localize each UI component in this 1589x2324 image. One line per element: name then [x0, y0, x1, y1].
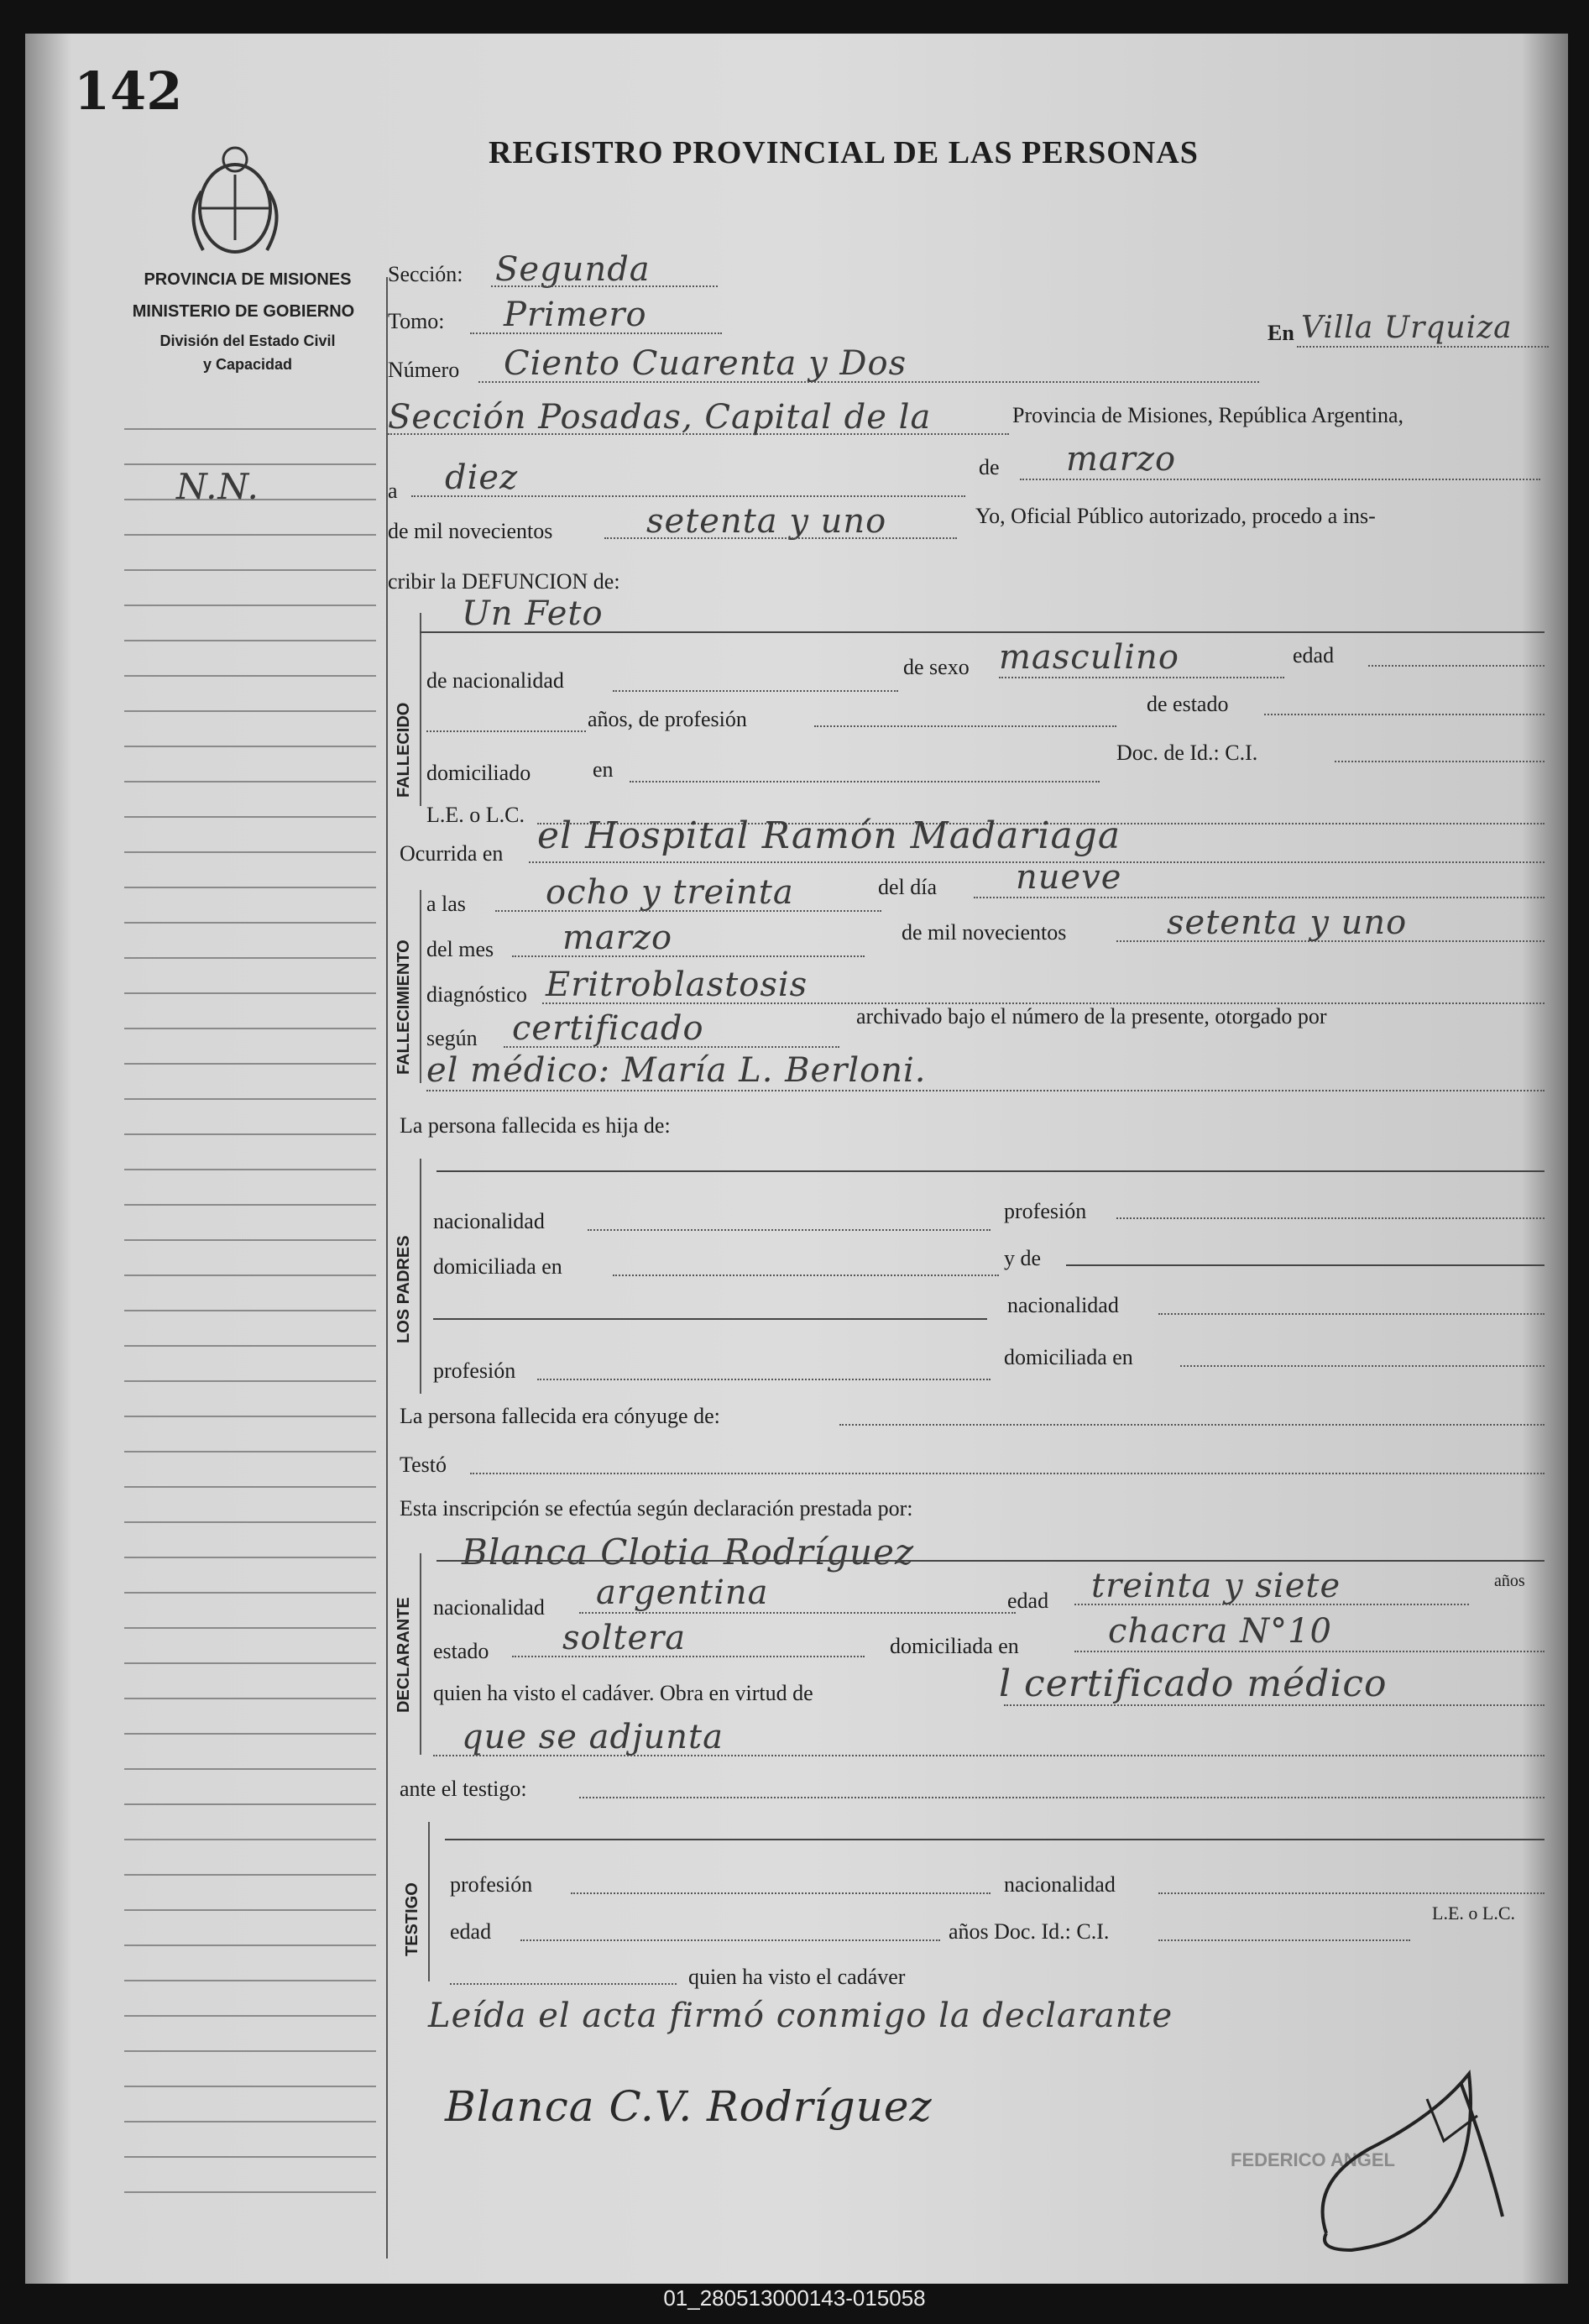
declarante-cadaver-label: quien ha visto el cadáver. Obra en virtud de [433, 1681, 813, 1705]
diagnostico-value: Eritroblastosis [546, 966, 808, 1004]
padres-domiciliada2-label: domiciliada en [1004, 1345, 1133, 1369]
declarant-signature: Blanca C.V. Rodríguez [445, 2082, 933, 2131]
padres-profesion2-label: profesión [433, 1358, 516, 1383]
fallecido-anios-label: años, de profesión [588, 707, 747, 731]
mil-label: de mil novecientos [388, 519, 553, 543]
fallecido-estado-label: de estado [1147, 692, 1229, 716]
hora-label: a las [426, 892, 466, 916]
en-value: Villa Urquiza [1301, 311, 1513, 345]
padres-section-label: LOS PADRES [395, 1235, 413, 1343]
declarante-domicilio-value: chacra N°10 [1108, 1612, 1332, 1651]
medico-value: el médico: María L. Berloni. [426, 1051, 927, 1090]
seccion-value: Segunda [495, 250, 651, 289]
declarante-anios-label: años [1494, 1572, 1525, 1590]
footer-caption: 01_280513000143-015058 [663, 2285, 926, 2311]
fallecido-nombre: Un Feto [462, 594, 604, 633]
page-title: REGISTRO PROVINCIAL DE LAS PERSONAS [489, 135, 1199, 170]
hija-label: La persona fallecida es hija de: [400, 1113, 671, 1138]
testigo-profesion-label: profesión [450, 1872, 533, 1897]
padres-profesion-label: profesión [1004, 1199, 1087, 1223]
fallecido-en-label: en [593, 757, 614, 782]
oficial-label: Yo, Oficial Público autorizado, procedo a ins- [975, 504, 1376, 528]
cribir-label: cribir la DEFUNCION de: [388, 569, 620, 594]
ocurrida-value: el Hospital Ramón Madariaga [537, 814, 1121, 857]
declarante-domiciliada-label: domiciliada en [890, 1634, 1019, 1658]
declarante-nacionalidad-value: argentina [596, 1573, 769, 1612]
mes-value: marzo [1066, 440, 1177, 479]
declarante-estado-value: soltera [562, 1619, 687, 1657]
testigo-nacionalidad-label: nacionalidad [1004, 1872, 1116, 1897]
ocurrida-label: Ocurrida en [400, 841, 504, 866]
mes-label: del mes [426, 937, 494, 961]
official-signature-icon [1301, 2049, 1536, 2267]
closing-text: Leída el acta firmó conmigo la declarante [428, 1997, 1173, 2035]
numero-label: Número [388, 358, 460, 382]
ministry-label: MINISTERIO DE GOBIERNO [132, 302, 355, 321]
tomo-value: Primero [504, 296, 647, 334]
diagnostico-label: diagnóstico [426, 982, 527, 1007]
register-page [25, 34, 1568, 2284]
testigo-cadaver-label: quien ha visto el cadáver [688, 1965, 906, 1989]
padres-nacionalidad-label: nacionalidad [433, 1209, 545, 1233]
lugar-value: Sección Posadas, Capital de la [388, 398, 932, 437]
sidebar-note: N.N. [176, 466, 259, 507]
a-label: a [388, 479, 398, 503]
segun-value: certificado [512, 1009, 704, 1048]
page-number: 142 [74, 60, 183, 122]
dia-value: nueve [1016, 858, 1122, 897]
fallecimiento-section-label: FALLECIMIENTO [395, 940, 413, 1075]
seccion-label: Sección: [388, 262, 463, 286]
declarante-nombre: Blanca Clotia Rodríguez [462, 1531, 915, 1573]
ante-label: ante el testigo: [400, 1777, 527, 1801]
padres-yde-label: y de [1004, 1246, 1042, 1270]
segun-label: según [426, 1026, 478, 1050]
mes-value: marzo [562, 919, 673, 957]
padres-domiciliada-label: domiciliada en [433, 1254, 562, 1279]
fallecido-sexo-value: masculino [999, 638, 1179, 677]
declarante-obra2-value: que se adjunta [462, 1718, 724, 1756]
fallecido-domiciliado-label: domiciliado [426, 761, 531, 785]
fallecido-edad-label: edad [1293, 643, 1335, 667]
province-label: PROVINCIA DE MISIONES [144, 270, 352, 289]
numero-value: Ciento Cuarenta y Dos [504, 344, 907, 383]
declarante-obra-value: l certificado médico [999, 1662, 1388, 1705]
fallecido-nacionalidad-label: de nacionalidad [426, 668, 564, 693]
fallecido-sexo-label: de sexo [903, 655, 970, 679]
division-label-2: y Capacidad [202, 356, 293, 373]
en-label: En [1268, 321, 1294, 345]
provincia-label: Provincia de Misiones, República Argentina, [1012, 403, 1403, 427]
dia-value: diez [445, 458, 519, 497]
fallecido-doc-label: Doc. de Id.: C.I. [1116, 741, 1258, 765]
testo-label: Testó [400, 1452, 447, 1477]
declarante-edad-label: edad [1007, 1589, 1049, 1613]
stamp-text: FEDERICO ANGEL [1231, 2149, 1395, 2170]
anio-value: setenta y uno [646, 502, 887, 541]
testigo-doc-label: años Doc. Id.: C.I. [949, 1919, 1110, 1944]
coat-of-arms-icon [185, 141, 285, 259]
fallecido-le-label: L.E. o L.C. [426, 803, 525, 827]
testigo-section-label: TESTIGO [403, 1882, 421, 1956]
fallecido-section-label: FALLECIDO [395, 702, 413, 798]
tomo-label: Tomo: [388, 309, 445, 333]
fallecimiento-anio-value: setenta y uno [1167, 903, 1408, 942]
testigo-edad-label: edad [450, 1919, 492, 1944]
testigo-le-label: L.E. o L.C. [1432, 1903, 1515, 1924]
de-label: de [979, 455, 1000, 479]
declarante-nacionalidad-label: nacionalidad [433, 1595, 545, 1620]
declarante-estado-label: estado [433, 1639, 489, 1663]
declarante-edad-value: treinta y siete [1091, 1567, 1341, 1605]
padres-nacionalidad2-label: nacionalidad [1007, 1293, 1119, 1317]
archivado-label: archivado bajo el número de la presente, otorgado por [856, 1004, 1327, 1029]
declaracion-label: Esta inscripción se efectúa según declaración prestada por: [400, 1496, 913, 1521]
conyuge-label: La persona fallecida era cónyuge de: [400, 1404, 720, 1428]
division-label: División del Estado Civil [159, 332, 336, 349]
fallecimiento-mil-label: de mil novecientos [902, 920, 1067, 945]
declarante-section-label: DECLARANTE [395, 1597, 413, 1713]
dia-label: del día [878, 875, 938, 899]
hora-value: ocho y treinta [546, 873, 794, 912]
